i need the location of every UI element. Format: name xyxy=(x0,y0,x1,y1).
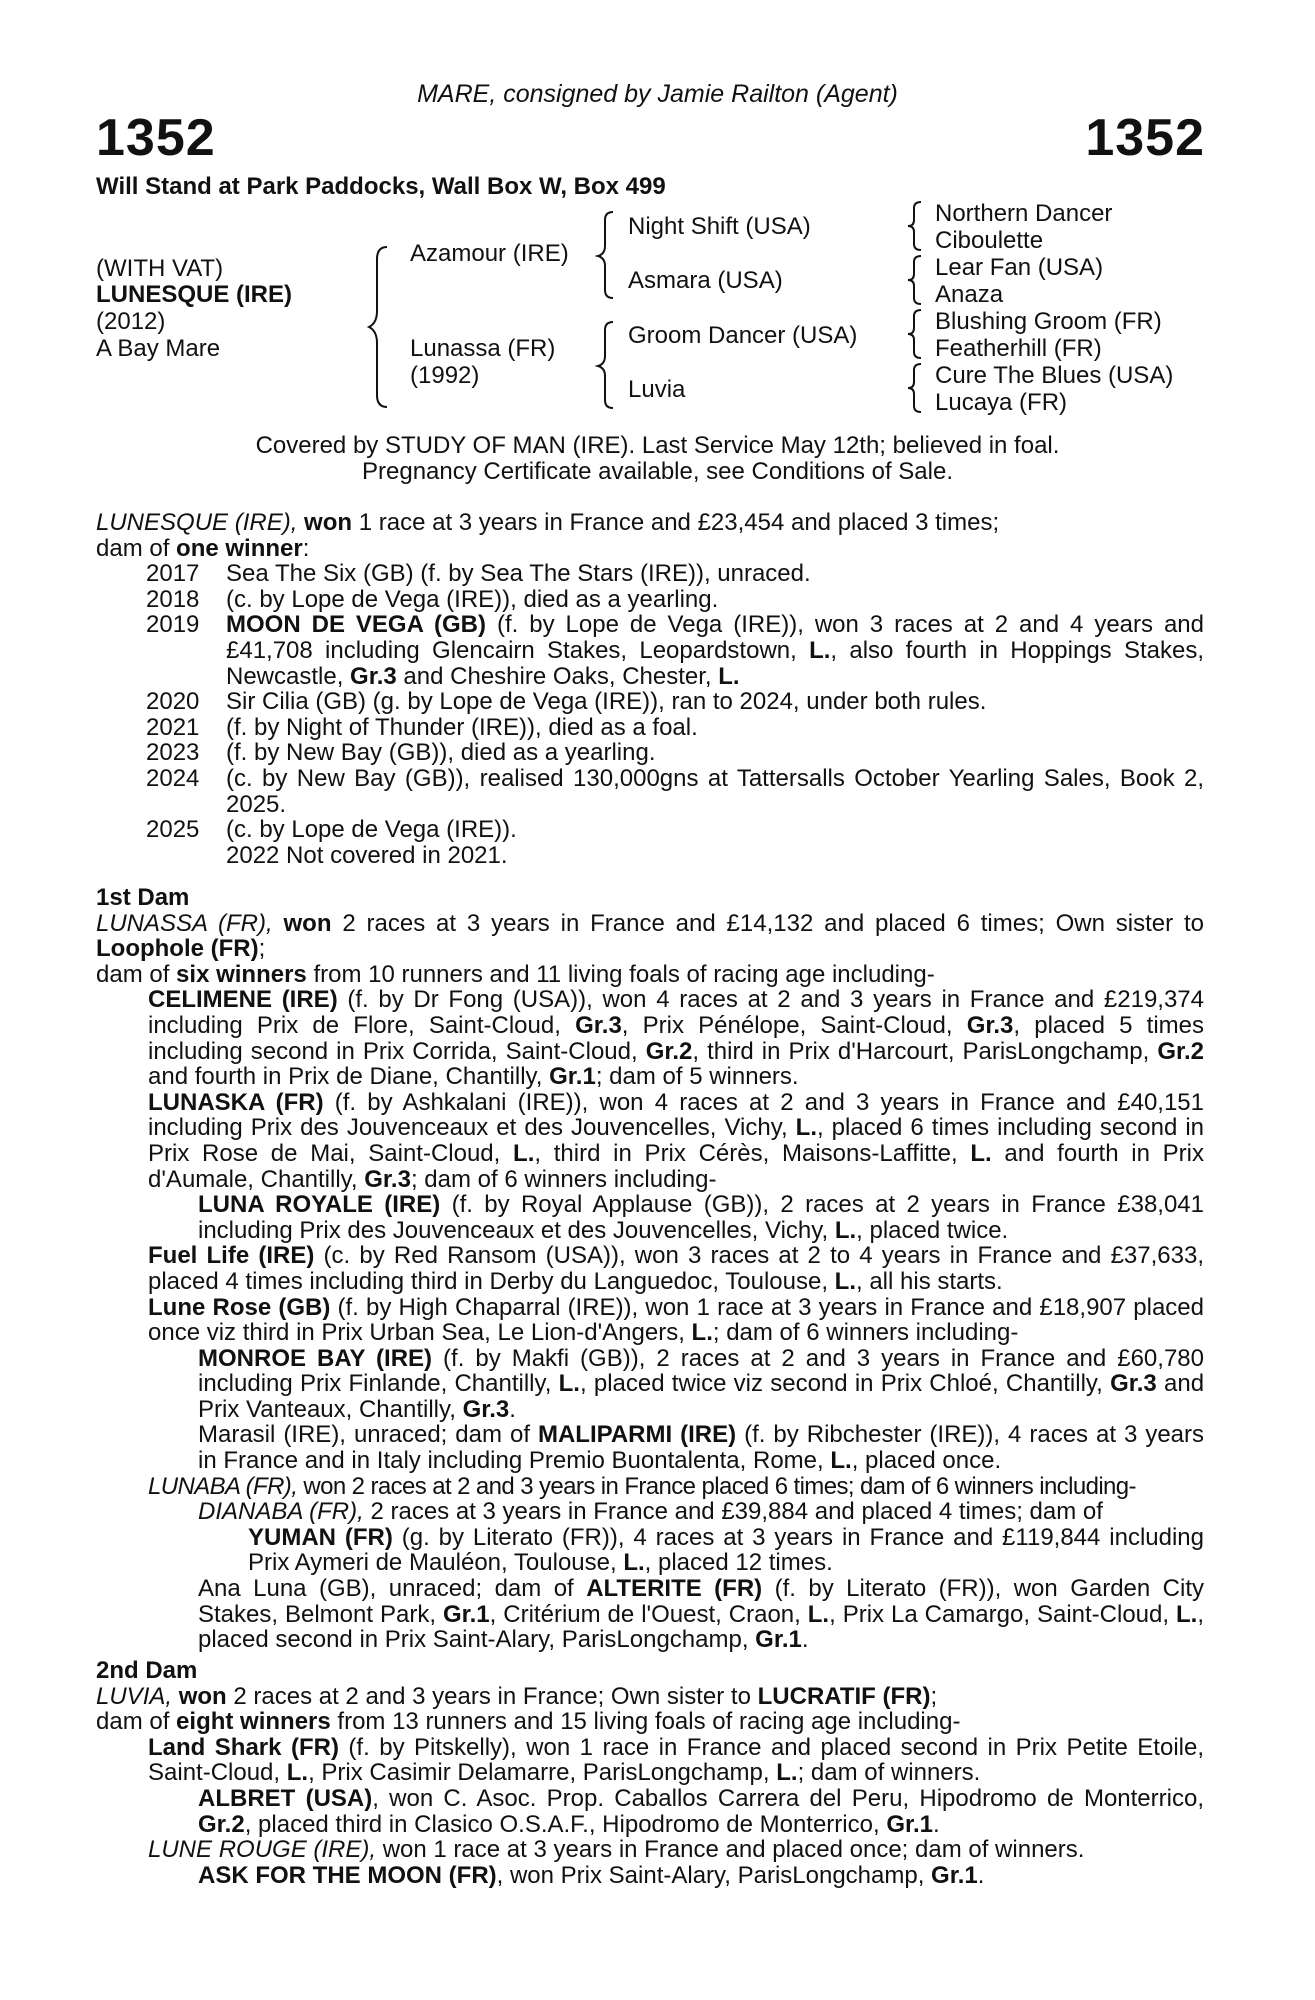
offspring-yuman xyxy=(96,1525,1204,1576)
offspring-text: Ana Luna (GB), unraced; dam of xyxy=(198,1575,574,1603)
dam-of-text: dam of xyxy=(96,1708,170,1736)
semicolon: ; xyxy=(930,1682,938,1710)
horse-description: A Bay Mare xyxy=(96,335,221,362)
second-dam-name: LUVIA, xyxy=(96,1682,173,1710)
offspring-name: MALIPARMI (IRE) xyxy=(537,1421,737,1449)
offspring-text: , placed second in Prix Saint-Alary, ParisLongchamp, xyxy=(198,1600,1204,1654)
sire-sire: Night Shift (USA) xyxy=(628,213,811,240)
produce-text-c: and Cheshire Oaks, Chester, xyxy=(403,662,712,690)
race-grade: L. xyxy=(834,1267,856,1295)
offspring-name: Land Shark (FR) xyxy=(148,1733,339,1761)
dss-name: Blushing Groom (FR) xyxy=(935,308,1162,335)
dam-of-rest: from 10 runners and 11 living foals of racing age including- xyxy=(313,960,935,988)
dam-of-colon: : xyxy=(302,534,310,562)
race-grade: L. xyxy=(513,1139,535,1167)
offspring-text: (f. by Pitskelly), won 1 race in France and placed second in Prix Petite Etoile, Saint-Cloud, xyxy=(148,1733,1205,1787)
offspring-name: Lune Rose (GB) xyxy=(148,1293,331,1321)
offspring-text: ; dam of winners. xyxy=(797,1759,981,1787)
offspring-text: (f. by Dr Fong (USA)), won 4 races at 2 and 3 years in France and £219,374 including Prix de Flore, Saint-Cloud, xyxy=(148,986,1205,1039)
offspring-text: , Critérium de l'Ouest, Craon, xyxy=(489,1600,801,1628)
dds-name: Cure The Blues (USA) xyxy=(935,362,1174,389)
race-grade: Gr.3 xyxy=(350,662,397,690)
race-grade: Gr.3 xyxy=(364,1165,411,1193)
offspring-lunaba xyxy=(96,1474,1204,1500)
offspring-name: MONROE BAY (IRE) xyxy=(198,1344,433,1372)
offspring-text: , third in Prix d'Harcourt, ParisLongchamp, xyxy=(692,1037,1150,1065)
produce-year: 2024 xyxy=(146,764,200,792)
race-grade: L. xyxy=(970,1139,992,1167)
race-grade: Gr.1 xyxy=(931,1861,978,1889)
race-grade: Gr.3 xyxy=(575,1011,622,1039)
offspring-luna-royale xyxy=(96,1192,1204,1243)
first-dam-intro-rest: 2 races at 3 years in France and £14,132 and placed 6 times; Own sister to xyxy=(342,909,1204,937)
won-word: won xyxy=(283,909,332,937)
race-grade: L. xyxy=(807,1600,830,1628)
produce-text: (f. by Night of Thunder (IRE)), died as a foal. xyxy=(226,713,698,741)
produce-text-b: , also fourth in Hoppings Stakes, Newcastle, xyxy=(226,636,1205,690)
race-grade: Gr.1 xyxy=(886,1810,934,1838)
lot-number-right: 1352 xyxy=(1085,109,1205,167)
own-sister-name: LUCRATIF (FR) xyxy=(757,1682,931,1710)
offspring-dianaba xyxy=(96,1499,1204,1525)
offspring-text: (f. by High Chaparral (IRE)), won 1 race at 3 years in France and £18,907 placed once viz third in Prix Urban Sea, Le Lion-d'Angers, xyxy=(148,1293,1204,1347)
offspring-text: Marasil (IRE), unraced; dam of xyxy=(198,1421,530,1449)
offspring-name: ALBRET (USA) xyxy=(198,1784,373,1812)
offspring-text: , placed twice. xyxy=(856,1216,1009,1244)
produce-year: 2019 xyxy=(146,611,200,639)
offspring-name: ALTERITE (FR) xyxy=(586,1575,763,1603)
offspring-text: won 2 races at 2 and 3 years in France placed 6 times; dam of 6 winners including- xyxy=(303,1472,1136,1500)
offspring-name: LUNE ROUGE (IRE), xyxy=(148,1836,377,1864)
mare-intro xyxy=(96,510,1204,536)
lot-number-left: 1352 xyxy=(96,109,216,167)
offspring-text: , placed twice viz second in Prix Chloé, Chantilly, xyxy=(579,1370,1103,1398)
race-grade: Gr.2 xyxy=(1157,1037,1205,1065)
sire-brace xyxy=(595,210,619,300)
winners-count: six winners xyxy=(176,960,307,988)
offspring-text: (f. by Ribchester (IRE)), 4 races at 3 years in France and in Italy including Premio Buontalenta, Rome, xyxy=(198,1421,1205,1475)
won-word: won xyxy=(178,1682,227,1710)
won-word: won xyxy=(304,509,353,536)
offspring-text: , third in Prix Cérès, Maisons-Laffitte, xyxy=(534,1139,958,1167)
offspring-text: and fourth in Prix d'Aumale, Chantilly, xyxy=(148,1139,1204,1193)
offspring-text: ; dam of 5 winners. xyxy=(595,1063,799,1091)
dam-of-line xyxy=(96,536,1204,562)
offspring-text: ; dam of 6 winners including- xyxy=(410,1165,717,1193)
second-dam-intro-rest: 2 races at 2 and 3 years in France; Own sister to xyxy=(233,1682,751,1710)
produce-text-a: (f. by Lope de Vega (IRE)), won 3 races at 2 and 4 years and £41,708 including Glencairn Stakes, Leopardstown, xyxy=(226,611,1205,664)
race-grade: L. xyxy=(558,1370,580,1398)
offspring-text: and Prix Vanteaux, Chantilly, xyxy=(198,1370,1205,1423)
offspring-text: . xyxy=(509,1395,516,1423)
winners-count: eight winners xyxy=(176,1708,331,1736)
dam-of-winners: one winner xyxy=(176,534,303,562)
offspring-text: (c. by Red Ransom (USA)), won 3 races at 2 to 4 years in France and £37,633, placed 4 times including third in Derby du Languedoc, Toulouse, xyxy=(148,1242,1204,1295)
mare-intro-name: LUNESQUE (IRE), xyxy=(96,509,298,536)
offspring-text: 2 races at 3 years in France and £39,884 and placed 4 times; dam of xyxy=(370,1498,1103,1526)
offspring-name: DIANABA (FR), xyxy=(198,1498,364,1526)
race-grade: L. xyxy=(795,1114,817,1142)
offspring-text: . xyxy=(933,1810,940,1838)
produce-row xyxy=(96,766,1204,817)
offspring-name: CELIMENE (IRE) xyxy=(148,986,338,1014)
offspring-text: (f. by Literato (FR)), won Garden City Stakes, Belmont Park, xyxy=(198,1575,1205,1628)
consignor-subtitle: MARE, consigned by Jamie Railton (Agent) xyxy=(417,80,898,108)
produce-year: 2025 xyxy=(146,816,200,844)
brace-g3-2 xyxy=(905,254,927,306)
race-grade: Gr.1 xyxy=(549,1063,596,1091)
dam-of-rest: from 13 runners and 15 living foals of racing age including- xyxy=(337,1708,961,1736)
first-dam-dam-of xyxy=(96,962,1204,988)
race-grade: Gr.3 xyxy=(1110,1370,1157,1398)
produce-year: 2021 xyxy=(146,713,200,741)
offspring-name: LUNA ROYALE (IRE) xyxy=(198,1191,441,1219)
race-grade: L. xyxy=(691,1319,713,1347)
race-grade: Gr.1 xyxy=(442,1600,490,1628)
offspring-ana-luna xyxy=(96,1576,1204,1653)
dam-dam: Luvia xyxy=(628,376,686,403)
offspring-text: , placed 12 times. xyxy=(644,1549,833,1577)
brace-g3-3 xyxy=(905,308,927,360)
offspring-text: (f. by Ashkalani (IRE)), won 4 races at 2 and 3 years in France and £40,151 including Prix des Jouvenceaux et des Jouvencelles, Vichy, xyxy=(148,1088,1204,1142)
offspring-albret xyxy=(96,1786,1204,1837)
offspring-text: , Prix Casimir Delamarre, ParisLongchamp, xyxy=(308,1759,770,1787)
offspring-text: (f. by Royal Applause (GB)), 2 races at 2 years in France £38,041 including Prix des Jouvenceaux et des Jouvencelles, Vichy, xyxy=(198,1191,1204,1244)
first-dam-section xyxy=(96,885,1204,1653)
offspring-text: , placed 6 times including second in Prix Rose de Mai, Saint-Cloud, xyxy=(148,1114,1205,1167)
horse-name: LUNESQUE (IRE) xyxy=(96,281,293,308)
offspring-monroe-bay xyxy=(96,1346,1204,1423)
produce-text: (c. by Lope de Vega (IRE)), died as a yearling. xyxy=(226,585,719,613)
produce-note-row xyxy=(96,843,1204,869)
own-sister-name: Loophole (FR) xyxy=(96,935,259,963)
offspring-land-shark xyxy=(96,1735,1204,1786)
offspring-text: , placed third in Clasico O.S.A.F., Hipodromo de Monterrico, xyxy=(244,1810,880,1838)
race-grade: L. xyxy=(809,636,831,664)
offspring-marasil xyxy=(96,1422,1204,1473)
offspring-text: , placed 5 times including second in Prix Corrida, Saint-Cloud, xyxy=(148,1011,1205,1065)
produce-text: Sea The Six (GB) (f. by Sea The Stars (IRE)), unraced. xyxy=(226,560,811,588)
offspring-text: and fourth in Prix de Diane, Chantilly, xyxy=(148,1063,543,1091)
race-grade: Gr.1 xyxy=(755,1626,802,1654)
produce-winner-name: MOON DE VEGA (GB) xyxy=(226,611,486,639)
race-grade: L. xyxy=(623,1549,645,1577)
first-dam-name: LUNASSA (FR), xyxy=(96,909,273,937)
second-dam-section xyxy=(96,1658,1204,1888)
race-grade: L. xyxy=(1176,1600,1198,1628)
semicolon: ; xyxy=(258,935,266,963)
offspring-fuel-life xyxy=(96,1243,1204,1294)
produce-text: Sir Cilia (GB) (g. by Lope de Vega (IRE)), ran to 2024, under both rules. xyxy=(226,688,987,716)
race-grade: L. xyxy=(776,1759,798,1787)
first-dam-intro xyxy=(96,911,1204,962)
stand-location: Will Stand at Park Paddocks, Wall Box W, Box 499 xyxy=(96,173,666,200)
first-dam-heading: 1st Dam xyxy=(96,884,190,911)
produce-note: 2022 Not covered in 2021. xyxy=(226,841,508,869)
race-grade: Gr.2 xyxy=(645,1037,693,1065)
produce-record xyxy=(96,510,1204,868)
offspring-text: , all his starts. xyxy=(856,1267,1003,1295)
dam-of-text: dam of xyxy=(96,534,170,562)
second-dam-intro xyxy=(96,1684,1204,1710)
offspring-lune-rose xyxy=(96,1295,1204,1346)
offspring-name: LUNASKA (FR) xyxy=(148,1088,324,1116)
produce-row xyxy=(96,740,1204,766)
dsd-name: Featherhill (FR) xyxy=(935,335,1102,362)
produce-row xyxy=(96,612,1204,689)
ssd-name: Ciboulette xyxy=(935,227,1044,254)
race-grade: L. xyxy=(830,1447,852,1475)
offspring-text: won 1 race at 3 years in France and placed once; dam of winners. xyxy=(382,1836,1085,1864)
race-grade: Gr.3 xyxy=(462,1395,510,1423)
sdd-name: Anaza xyxy=(935,281,1004,308)
produce-text: (f. by New Bay (GB)), died as a yearling. xyxy=(226,739,656,767)
sire-dam: Asmara (USA) xyxy=(628,267,783,294)
sds-name: Lear Fan (USA) xyxy=(935,254,1104,281)
offspring-text: , Prix La Camargo, Saint-Cloud, xyxy=(829,1600,1170,1628)
produce-row xyxy=(96,817,1204,843)
offspring-text: , Prix Pénélope, Saint-Cloud, xyxy=(621,1011,953,1039)
main-brace xyxy=(365,245,395,410)
brace-g3-1 xyxy=(905,200,927,252)
produce-text: (c. by New Bay (GB)), realised 130,000gns at Tattersalls October Yearling Sales, Book 2, 2025. xyxy=(226,764,1204,818)
produce-row xyxy=(96,715,1204,741)
offspring-lune-rouge xyxy=(96,1837,1204,1863)
offspring-celimene xyxy=(96,987,1204,1089)
offspring-text: ; dam of 6 winners including- xyxy=(712,1319,1019,1347)
vat-note: (WITH VAT) xyxy=(96,255,224,282)
produce-year: 2020 xyxy=(146,688,200,716)
offspring-text: . xyxy=(801,1626,809,1654)
offspring-lunaska xyxy=(96,1090,1204,1192)
dam-name: Lunassa (FR) xyxy=(410,335,556,362)
offspring-text: , placed once. xyxy=(851,1447,1002,1475)
race-grade: Gr.3 xyxy=(966,1011,1014,1039)
offspring-text: , won C. Asoc. Prop. Caballos Carrera del Peru, Hipodromo de Monterrico, xyxy=(372,1784,1204,1812)
dam-of-text: dam of xyxy=(96,960,170,988)
offspring-text: . xyxy=(977,1861,985,1889)
covered-line: Covered by STUDY OF MAN (IRE). Last Service May 12th; believed in foal. xyxy=(255,432,1060,459)
pregnancy-line: Pregnancy Certificate available, see Conditions of Sale. xyxy=(362,458,953,485)
mare-intro-rest: 1 race at 3 years in France and £23,454 and placed 3 times; xyxy=(358,509,1000,536)
ddd-name: Lucaya (FR) xyxy=(935,389,1068,416)
offspring-text: (g. by Literato (FR)), 4 races at 3 years in France and £119,844 including Prix Aymeri de Mauléon, Toulouse, xyxy=(248,1523,1205,1577)
produce-year: 2023 xyxy=(146,739,200,767)
produce-row xyxy=(96,587,1204,613)
race-grade: L. xyxy=(718,662,740,690)
second-dam-dam-of xyxy=(96,1709,1204,1735)
brace-g3-4 xyxy=(905,362,927,414)
race-grade: Gr.2 xyxy=(198,1810,245,1838)
race-grade: L. xyxy=(834,1216,857,1244)
dam-brace xyxy=(595,320,619,410)
dam-sire: Groom Dancer (USA) xyxy=(628,322,858,349)
offspring-name: LUNABA (FR), xyxy=(148,1472,298,1500)
offspring-text: , won Prix Saint-Alary, ParisLongchamp, xyxy=(496,1861,925,1889)
produce-year-empty xyxy=(96,843,226,869)
produce-row xyxy=(96,561,1204,587)
sire-name: Azamour (IRE) xyxy=(410,240,569,267)
offspring-name: Fuel Life (IRE) xyxy=(148,1242,315,1270)
offspring-name: YUMAN (FR) xyxy=(248,1523,393,1551)
produce-text: (c. by Lope de Vega (IRE)). xyxy=(226,816,517,844)
sss-name: Northern Dancer xyxy=(935,200,1113,227)
second-dam-heading: 2nd Dam xyxy=(96,1657,198,1684)
offspring-ask-for-the-moon xyxy=(96,1863,1204,1889)
produce-row xyxy=(96,689,1204,715)
race-grade: L. xyxy=(286,1759,309,1787)
offspring-name: ASK FOR THE MOON (FR) xyxy=(198,1861,497,1889)
horse-year: (2012) xyxy=(96,308,166,335)
dam-year: (1992) xyxy=(410,362,480,389)
produce-year: 2018 xyxy=(146,585,200,613)
produce-text xyxy=(226,612,1204,689)
offspring-text: (f. by Makfi (GB)), 2 races at 2 and 3 years in France and £60,780 including Prix Finlande, Chantilly, xyxy=(198,1344,1204,1398)
produce-year: 2017 xyxy=(146,560,200,588)
